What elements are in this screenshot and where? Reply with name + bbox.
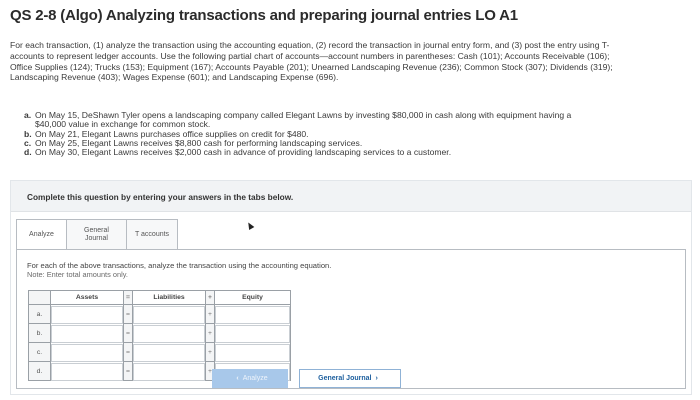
header-liabilities: Liabilities xyxy=(133,291,206,305)
equals-sign: = xyxy=(124,305,133,324)
item-text: On May 21, Elegant Lawns purchases office supplies on credit for $480. xyxy=(35,128,309,139)
equals-sign: = xyxy=(124,362,133,381)
list-item xyxy=(24,111,584,130)
equals-sign: = xyxy=(124,324,133,343)
plus-sign: + xyxy=(206,305,215,324)
row-label: c. xyxy=(29,343,51,362)
liabilities-input-cell xyxy=(133,362,206,381)
equity-input[interactable] xyxy=(215,306,290,324)
complete-prompt: Complete this question by entering your answers in the tabs below. xyxy=(27,192,294,202)
equity-input-cell xyxy=(215,324,291,343)
complete-banner xyxy=(11,181,691,212)
assets-input[interactable] xyxy=(51,344,123,362)
header-plus: + xyxy=(206,291,215,305)
plus-sign: + xyxy=(206,362,215,381)
equity-input[interactable] xyxy=(215,344,290,362)
transaction-list xyxy=(24,111,584,157)
prev-button-label: Analyze xyxy=(242,375,268,382)
analyze-panel xyxy=(16,249,686,389)
next-button-label: General Journal xyxy=(318,375,372,382)
liabilities-input[interactable] xyxy=(133,325,205,343)
assets-input-cell xyxy=(51,362,124,381)
panel-note: Note: Enter total amounts only. xyxy=(27,270,128,279)
assets-input-cell xyxy=(51,305,124,324)
item-label: d. xyxy=(24,147,32,158)
header-equity: Equity xyxy=(215,291,291,305)
liabilities-input-cell xyxy=(133,324,206,343)
chevron-left-icon: ‹ xyxy=(236,375,239,382)
tab-analyze[interactable]: Analyze xyxy=(16,219,66,250)
item-text: On May 25, Elegant Lawns receives $8,800 cash for performing landscaping services. xyxy=(35,137,363,148)
item-text: On May 15, DeShawn Tyler opens a landscaping company called Elegant Lawns by investing $80,000 in cash along with equipment having a $40,000 value in exchange for common stock. xyxy=(35,110,572,130)
item-text: On May 30, Elegant Lawns receives $2,000 cash in advance of providing landscaping services to a customer. xyxy=(35,147,452,158)
assets-input[interactable] xyxy=(51,325,123,343)
item-label: b. xyxy=(24,128,32,139)
assets-input[interactable] xyxy=(51,363,123,381)
tab-label: General Journal xyxy=(84,226,109,242)
liabilities-input[interactable] xyxy=(133,363,205,381)
table-row xyxy=(29,324,291,343)
assets-input[interactable] xyxy=(51,306,123,324)
assets-input-cell xyxy=(51,324,124,343)
chevron-right-icon: › xyxy=(375,375,378,382)
header-assets: Assets xyxy=(51,291,124,305)
list-item xyxy=(24,148,584,157)
header-equals: = xyxy=(124,291,133,305)
plus-sign: + xyxy=(206,324,215,343)
equity-input[interactable] xyxy=(215,325,290,343)
row-label: d. xyxy=(29,362,51,381)
table-row xyxy=(29,305,291,324)
equity-input-cell xyxy=(215,343,291,362)
equals-sign: = xyxy=(124,343,133,362)
item-label: c. xyxy=(24,137,32,148)
header-blank xyxy=(29,291,51,305)
row-label: a. xyxy=(29,305,51,324)
plus-sign: + xyxy=(206,343,215,362)
equity-input-cell xyxy=(215,305,291,324)
table-row xyxy=(29,343,291,362)
tab-general-journal[interactable] xyxy=(66,219,126,250)
liabilities-input[interactable] xyxy=(133,306,205,324)
assets-input-cell xyxy=(51,343,124,362)
prev-analyze-button[interactable] xyxy=(212,369,288,388)
instructions-paragraph: For each transaction, (1) analyze the transaction using the accounting equation, (2) record the transaction in journal entry form, and (3) post the entry using T-accounts to represent ledger accounts. Use the following partial chart of accounts—account numbers in parentheses: Cash (101); Accounts Receivable (106); Office Supplies (124); Trucks (153); Equipment (167); Accounts Payable (201); Unearned Landscaping Revenue (236); Common Stock (307); Dividends (319); Landscaping Revenue (403); Wages Expense (601); and Landscaping Expense (696). xyxy=(10,40,613,83)
tab-bar xyxy=(16,219,178,250)
liabilities-input-cell xyxy=(133,343,206,362)
liabilities-input[interactable] xyxy=(133,344,205,362)
question-card xyxy=(10,180,692,395)
accounting-equation-table xyxy=(28,290,291,381)
tab-t-accounts[interactable]: T accounts xyxy=(126,219,178,250)
page-title: QS 2-8 (Algo) Analyzing transactions and preparing journal entries LO A1 xyxy=(10,7,518,24)
liabilities-input-cell xyxy=(133,305,206,324)
next-general-journal-button[interactable] xyxy=(299,369,401,388)
table-header-row xyxy=(29,291,291,305)
mouse-cursor-icon xyxy=(246,221,255,230)
row-label: b. xyxy=(29,324,51,343)
panel-instruction: For each of the above transactions, analyze the transaction using the accounting equation. xyxy=(27,261,332,270)
item-label: a. xyxy=(24,110,32,120)
